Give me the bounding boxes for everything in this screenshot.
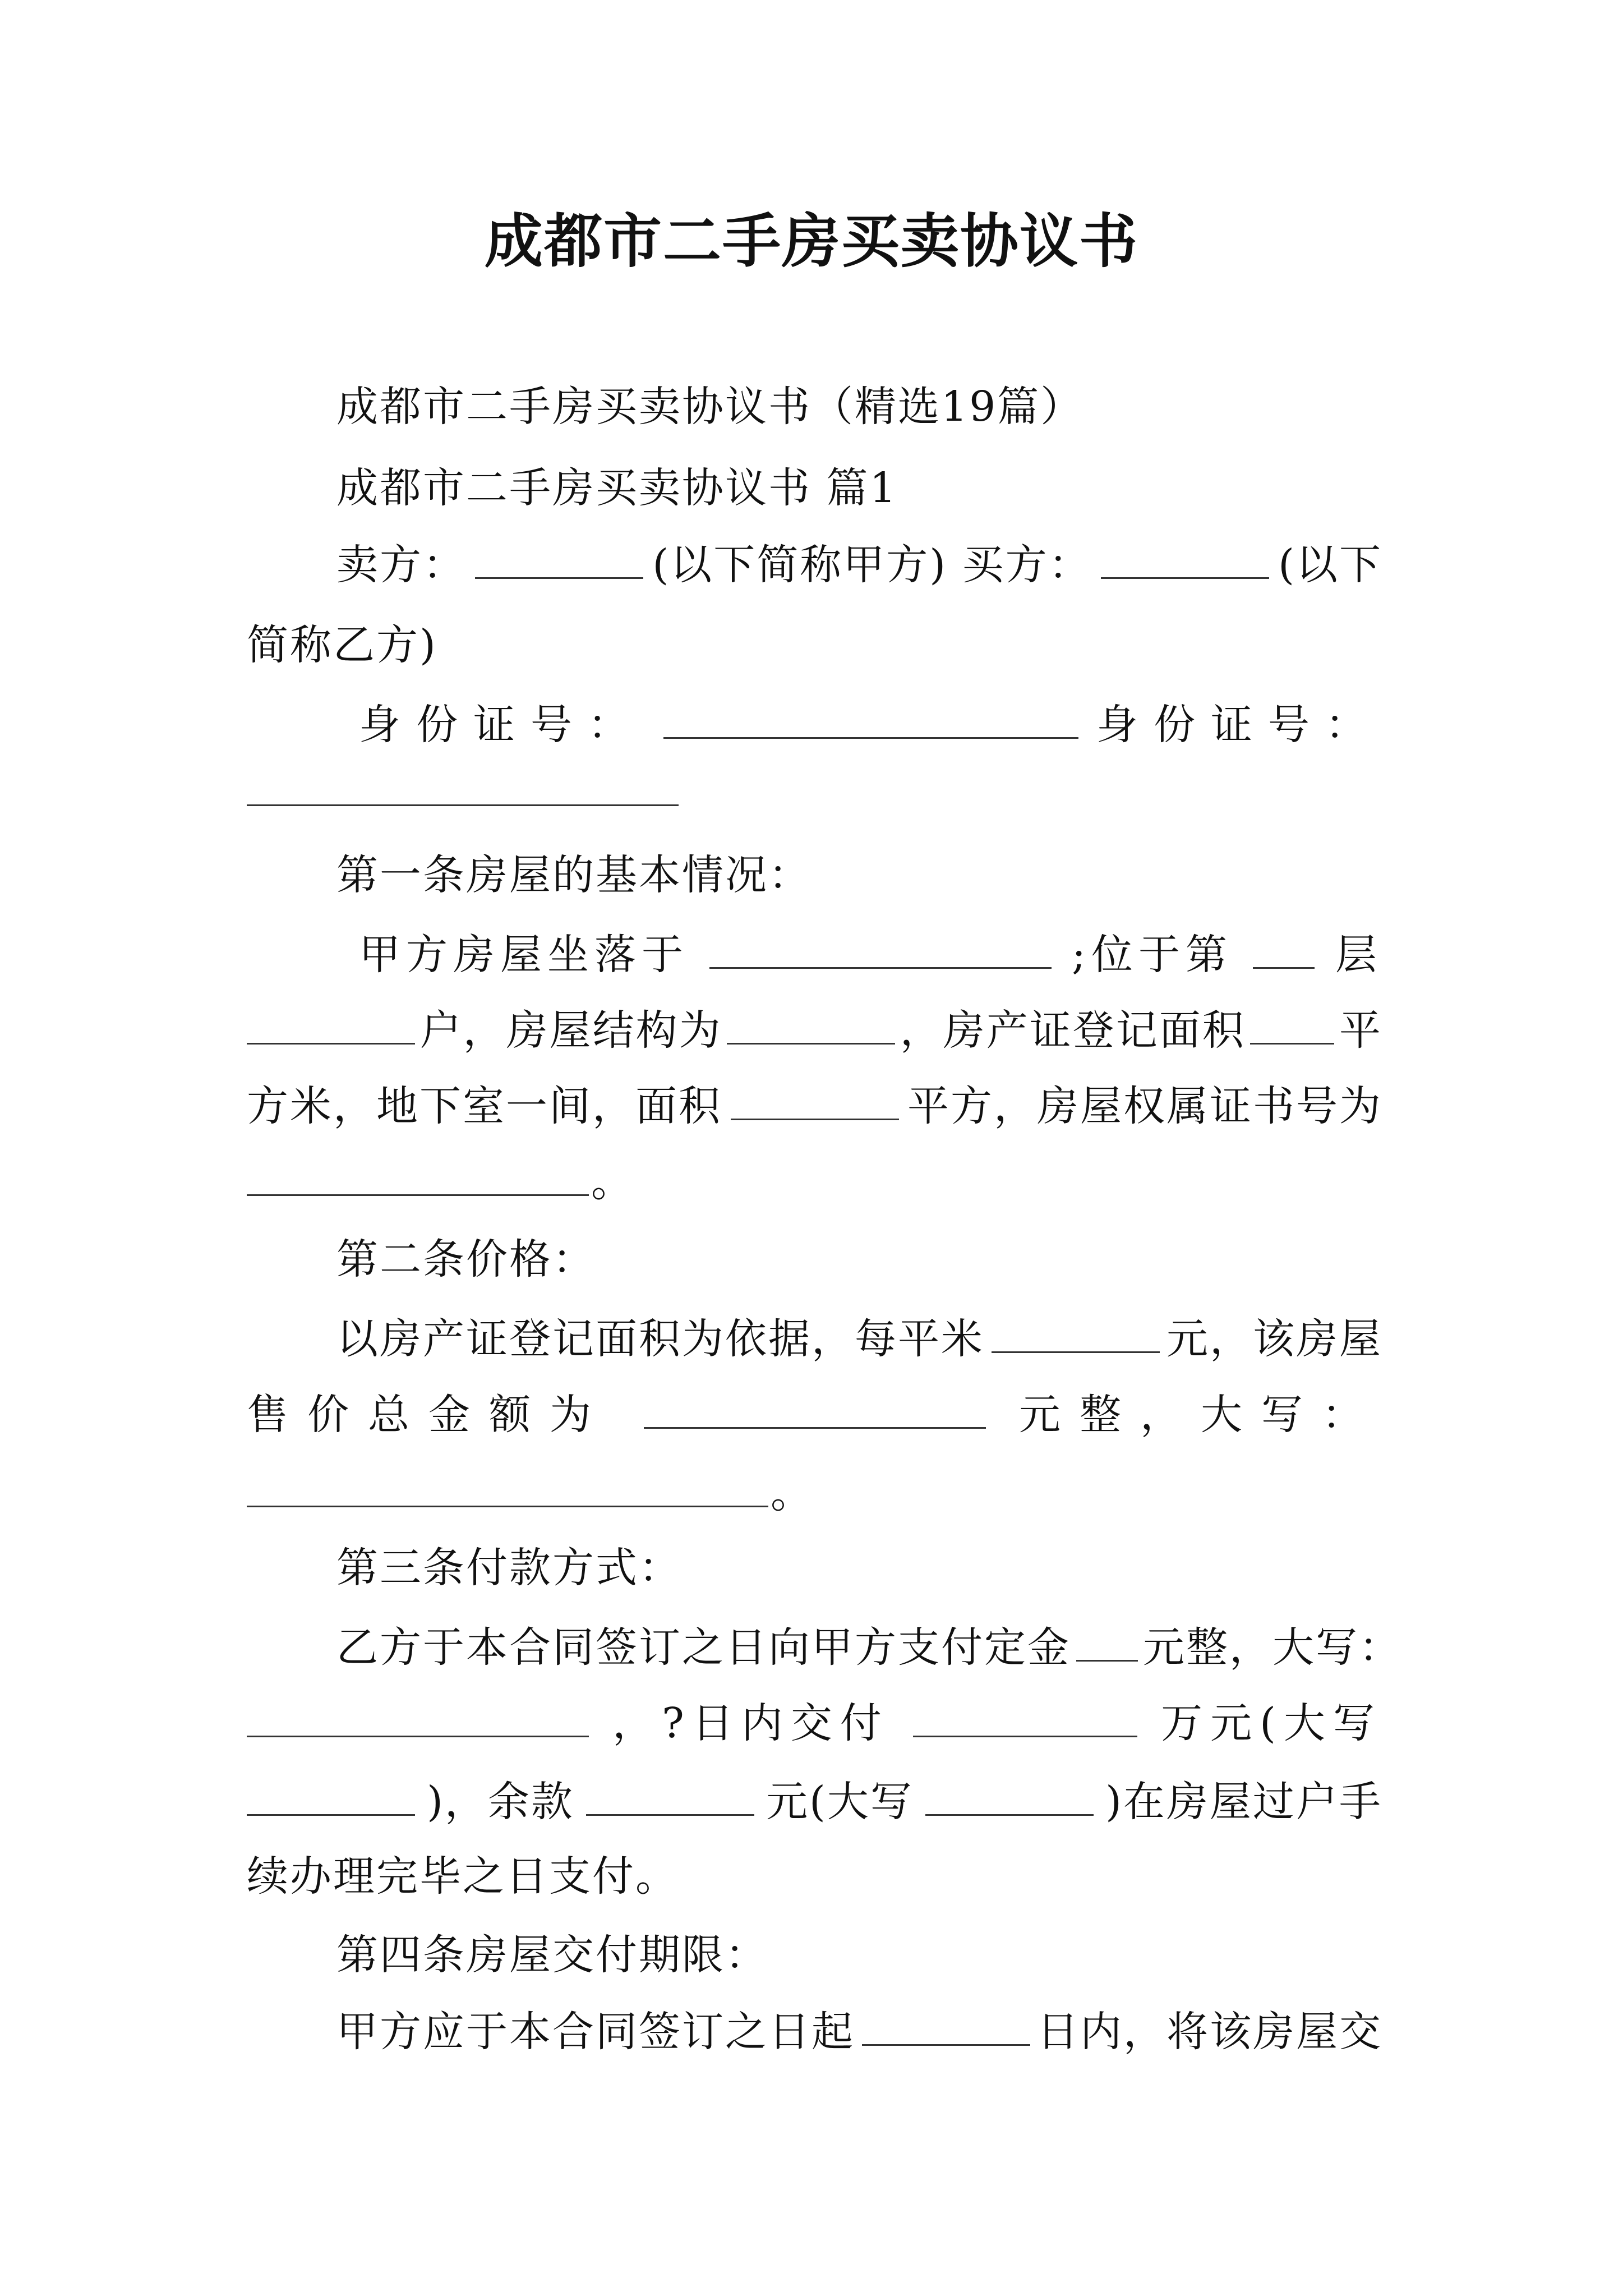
buyer-alias-cont: 简称乙方) [247,621,437,669]
article4-text-1: 甲方应于本合同签订之日起 [336,2008,855,2056]
article2-line2 [247,1386,1382,1443]
article2-line3 [247,1464,814,1521]
article1-text-3: 层 [1335,931,1382,979]
article3-line1 [336,1618,1402,1676]
article4-line1 [336,2003,1382,2060]
parties-line [336,536,1382,593]
seller-alias-text: (以下简称甲方) 买方： [652,541,1092,589]
article1-text-5: ，房产证登记面积 [900,1006,1246,1055]
article1-text-4: 户，房屋结构为 [419,1006,722,1055]
seller-name-blank [475,536,643,579]
article2-text-1: 以房产证登记面积为依据，每平米 [336,1315,984,1363]
seller-label: 卖方： [336,541,466,589]
structure-blank [727,1001,895,1045]
floor-blank [1253,926,1315,969]
unit-blank [247,1001,415,1045]
article1-line3 [247,1077,1382,1134]
article2-line1 [336,1310,1382,1367]
area-blank [1250,1001,1334,1045]
total-price-blank [644,1386,986,1429]
article1-text-1: 甲方房屋坐落于 [359,931,689,979]
id-number-line [359,696,1382,753]
article2-text-3: 售价总金额为 [247,1391,610,1439]
article3-heading: 第三条付款方式： [336,1544,682,1592]
buyer-name-blank [1101,536,1269,579]
subtitle: 成都市二手房买卖协议书（精选19篇） [336,383,1084,431]
article2-text-5: 。 [771,1469,814,1517]
total-price-words-blank [247,1464,768,1507]
article3-line3 [247,1773,1382,1830]
certificate-number-blank [247,1153,589,1196]
article1-heading: 第一条房屋的基本情况： [336,851,811,899]
article1-text-2: ;位于第 [1072,931,1233,979]
balance-words-blank [925,1773,1094,1816]
buyer-id-line [247,763,679,820]
article1-text-8: 平方，房屋权属证书号为 [907,1082,1382,1130]
article3-text-1: 乙方于本合同签订之日向甲方支付定金 [336,1623,1071,1672]
article3-text-4: 万元(大写 [1161,1699,1382,1747]
section-heading: 成都市二手房买卖协议书 篇1 [336,464,898,512]
buyer-alias-text: (以下 [1278,541,1382,589]
deposit-blank [1076,1618,1138,1662]
article1-text-7: 方米，地下室一间，面积 [247,1082,722,1130]
buyer-id-blank [247,763,679,806]
unit-price-blank [992,1310,1160,1353]
article4-text-2: 日内，将该房屋交 [1037,2008,1382,2056]
article3-line4: 续办理完毕之日支付。 [247,1852,679,1901]
article2-text-2: 元，该房屋 [1166,1315,1382,1363]
article2-heading: 第二条价格： [336,1235,596,1283]
article1-text-9: 。 [591,1158,634,1206]
deposit-words-blank [247,1694,589,1737]
buyer-id-label: 身份证号： [1096,701,1382,749]
article3-text-2: 元整，大写： [1143,1623,1402,1672]
article1-line1 [359,926,1382,983]
seller-id-blank [663,696,1078,739]
article3-text-3: ，?日内交付 [612,1699,889,1747]
article1-text-6: 平 [1339,1006,1382,1055]
article3-text-7: )在房屋过户手 [1105,1778,1382,1826]
payment-amount-blank [913,1694,1137,1737]
document-title: 成都市二手房买卖协议书 [484,206,1138,275]
article1-line4 [247,1153,634,1210]
delivery-days-blank [862,2003,1030,2046]
article3-text-6: 元(大写 [766,1778,914,1826]
location-blank [709,926,1052,969]
seller-id-label: 身份证号： [359,701,645,749]
article3-text-5: )，余款 [427,1778,574,1826]
balance-blank [586,1773,754,1816]
payment-words-blank [247,1773,415,1816]
article3-line2 [247,1694,1382,1751]
article1-line2 [247,1001,1382,1059]
basement-area-blank [731,1077,899,1120]
article4-heading: 第四条房屋交付期限： [336,1931,768,1979]
article2-text-4: 元整，大写： [1019,1391,1382,1439]
